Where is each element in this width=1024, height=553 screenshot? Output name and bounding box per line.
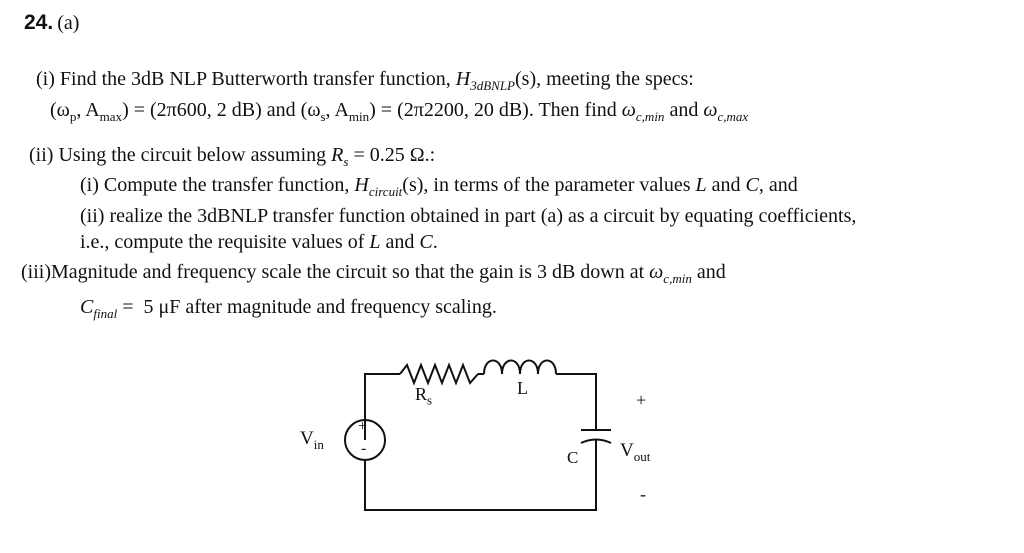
h-3dbnlp-symbol: $H_{3dBNLP}(s)$ (455, 68, 537, 93)
part-iii-text2: after magnitude and frequency scaling. (185, 296, 497, 318)
part-ii-label: (ii) (29, 144, 54, 166)
part-i-text2: , meeting the specs: (536, 68, 694, 90)
l-symbol: L (695, 174, 707, 196)
vout-minus-sign: - (640, 484, 646, 504)
part-ii-sub-ii-text: realize the 3dBNLP transfer function obtained in part (a) as a circuit by equating coefficients, (109, 205, 857, 227)
wire-bottom (365, 440, 596, 510)
part-iii-equals: = (122, 296, 134, 318)
vout-label: $V_{out}$ (620, 440, 651, 464)
rs-label: $R_s$ (415, 384, 433, 408)
source-plus-sign: + (358, 418, 368, 435)
part-ii-text: Using the circuit below assuming (58, 144, 327, 166)
part-iii-and: and (696, 261, 726, 283)
part-ii-and: and (711, 174, 741, 196)
part-ii-sub-i-label: (i) (80, 174, 99, 196)
vin-label: $V_{in}$ (300, 428, 324, 452)
part-i-and: and (266, 99, 296, 121)
part-iii-text: Magnitude and frequency scale the circuit so that the gain is 3 dB down at (51, 261, 645, 283)
omega-cmin-symbol: $\omega_{c,min}$ (621, 99, 665, 124)
part-ii-sub-i-text2: , in terms of the parameter values (423, 174, 691, 196)
omega-cmin-symbol-2: $\omega_{c,min}$ (649, 261, 692, 286)
problem-part: (a) (57, 12, 80, 34)
inductor-l (484, 361, 556, 375)
c-symbol: C (745, 174, 759, 196)
then-find-text: . Then find (528, 99, 617, 121)
l-label: L (517, 378, 528, 398)
rs-symbol: $R_s$ (331, 144, 349, 169)
part-ii-sub-ii-text2: i.e., compute the requisite values of (80, 231, 365, 253)
part-ii-sub-ii-tail: . (432, 231, 438, 253)
part-ii-sub-i-text1: Compute the transfer function, (103, 174, 350, 196)
c-final-value: 5 μF (143, 296, 181, 318)
part-iii-label: (iii) (21, 261, 51, 283)
c-final-symbol: $C_{final}$ (80, 296, 118, 321)
l-symbol-2: L (369, 231, 381, 253)
rs-value: = 0.25 Ω (353, 144, 425, 166)
part-ii-sub-ii-label: (ii) (80, 205, 105, 227)
source-minus-sign: - (361, 440, 367, 457)
rs-tail: .: (424, 144, 436, 166)
resistor-rs (400, 365, 478, 383)
part-i-text1: Find the 3dB NLP Butterworth transfer function, (59, 68, 451, 90)
c-symbol-2: C (419, 231, 433, 253)
part-ii-and-2: and (385, 231, 415, 253)
omega-cmax-symbol: $\omega_{c,max}$ (703, 99, 749, 124)
wire-top-right (556, 374, 596, 430)
problem-number: 24. (24, 11, 54, 34)
h-circuit-symbol: $H_{circuit}(s)$ (354, 174, 424, 199)
passband-spec: ($\omega_p$, $A_{max}) = (2\pi 600$, 2 dB) (50, 99, 262, 124)
part-i-label: (i) (36, 68, 55, 90)
stopband-spec: ($\omega_s$, $A_{min}) = (2\pi 2200$, 20 dB) (300, 99, 529, 124)
vout-plus-sign: + (636, 390, 647, 410)
c-label: C (567, 448, 579, 467)
part-ii-sub-i-tail: , and (758, 174, 798, 196)
part-i-and2: and (669, 99, 699, 121)
